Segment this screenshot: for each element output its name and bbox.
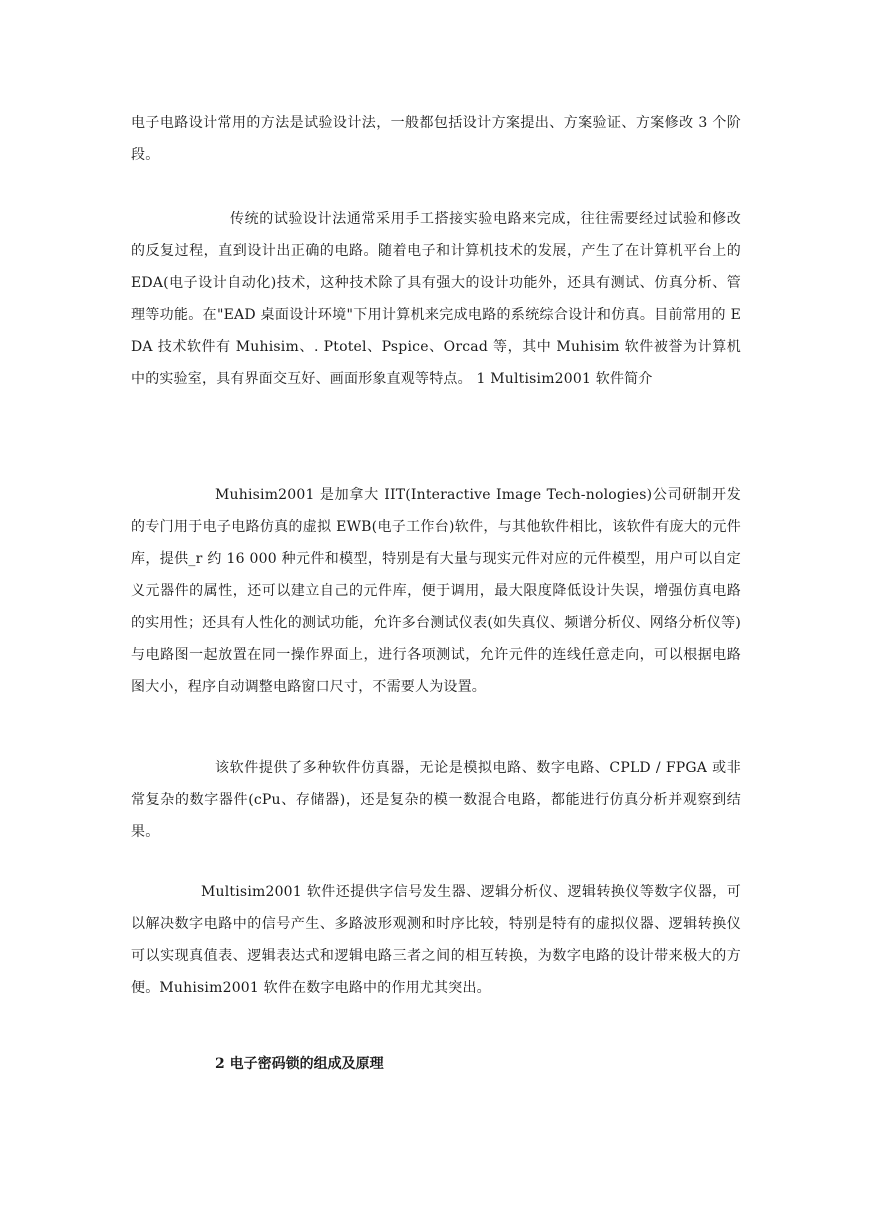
paragraph-multisim-intro: Muhisim2001 是加拿大 IIT(Interactive Image Tech-nologies)公司研制开发的专门用于电子电路仿真的虚拟 EWB(电子工作台)软件，与其他软件相比，该软件有庞大的元件库，提供_r 约 16 000 种元件和模型，特别是有大量与现实元件对应的元件模型，用户可以自定义元器件的属性，还可以建立自己的元件库，便于调用，最大限度降低设计失误，增强仿真电路的实用性；还具有人性化的测试功能，允许多台测试仪表(如失真仪、频谱分析仪、网络分析仪等)与电路图一起放置在同一操作界面上，进行各项测试，允许元件的连线任意走向，可以根据电路图大小，程序自动调整电路窗口尺寸，不需要人为设置。 [131, 487, 741, 695]
paragraph-traditional-design: 传统的试验设计法通常采用手工搭接实验电路来完成，往往需要经过试验和修改的反复过程，直到设计出正确的电路。随着电子和计算机技术的发展，产生了在计算机平台上的 EDA(电子设计自动化)技术，这种技术除了具有强大的设计功能外，还具有测试、仿真分析、管理等功能。在"EAD 桌面设计环境"下用计算机来完成电路的系统综合设计和仿真。目前常用的 EDA 技术软件有 Muhisim、. Ptotel、Pspice、Orcad 等，其中 Muhisim 软件被誉为计算机中的实验室，具有界面交互好、画面形象直观等特点。 1 Multisim2001 软件简介 [131, 211, 741, 387]
paragraph-simulators: 该软件提供了多种软件仿真器，无论是模拟电路、数字电路、CPLD / FPGA 或非常复杂的数字器件(cPu、存储器)，还是复杂的模一数混合电路，都能进行仿真分析并观察到结果。 [131, 760, 741, 840]
paragraph-digital-instruments: Multisim2001 软件还提供字信号发生器、逻辑分析仪、逻辑转换仪等数字仪器，可以解决数字电路中的信号产生、多路波形观测和时序比较，特别是特有的虚拟仪器、逻辑转换仪可以实现真值表、逻辑表达式和逻辑电路三者之间的相互转换，为数字电路的设计带来极大的方便。Muhisim2001 软件在数字电路中的作用尤其突出。 [131, 884, 741, 996]
section-heading: 2 电子密码锁的组成及原理 [215, 1056, 384, 1072]
paragraph-intro: 电子电路设计常用的方法是试验设计法，一般都包括设计方案提出、方案验证、方案修改 3 个阶段。 [131, 115, 741, 163]
